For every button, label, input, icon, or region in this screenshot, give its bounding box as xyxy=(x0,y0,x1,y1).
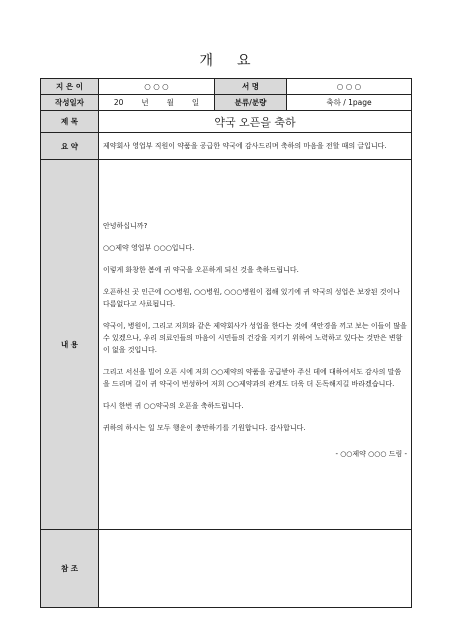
content-paragraph: 오픈하신 곳 인근에 ○○병원, ○○병원, ○○○병원이 접해 있기에 귀 약국의 성업은 보장된 것이나 다름없다고 사료됩니다. xyxy=(103,287,401,308)
date-month-unit: 월 xyxy=(166,98,174,107)
date-day-unit: 일 xyxy=(191,98,200,107)
reference-row xyxy=(41,530,412,608)
author-value[interactable]: ○ ○ ○ xyxy=(99,79,215,95)
content-paragraph: ○○제약 영업부 ○○○입니다. xyxy=(103,243,195,252)
date-row xyxy=(41,95,412,111)
signature-value[interactable]: ○ ○ ○ xyxy=(287,79,412,95)
author-label: 지 은 이 xyxy=(41,79,99,95)
content-signoff: - ○○제약 ○○○ 드림 - xyxy=(335,449,407,458)
content-paragraph: 귀하의 하시는 일 모두 행운이 충만하기를 기원합니다. 감사합니다. xyxy=(103,423,306,432)
content-paragraph: 안녕하십니까? xyxy=(103,221,148,230)
summary-row xyxy=(41,133,412,160)
signature-label: 서 명 xyxy=(215,79,287,95)
subject-value[interactable]: 약국 오픈을 축하 xyxy=(99,111,412,133)
page-title xyxy=(0,50,450,70)
summary-label: 요 약 xyxy=(41,133,99,160)
content-row xyxy=(41,160,412,530)
subject-row xyxy=(41,111,412,133)
content-label: 내 용 xyxy=(41,160,99,530)
author-row xyxy=(41,79,412,95)
reference-value[interactable] xyxy=(99,530,412,608)
page-title-right: 요 xyxy=(237,53,251,69)
date-year-unit: 년 xyxy=(141,98,149,107)
subject-label: 제 목 xyxy=(41,111,99,133)
content-paragraph: 그리고 서신을 빌어 오픈 시에 저희 ○○제약의 약품을 공급받아 주신 데에 대하여서도 감사의 말씀을 드리며 길이 귀 약국이 번성하여 저희 ○○제약과의 관계도 더욱 더 돈독해지길 바라겠습니다. xyxy=(103,367,402,388)
content-body[interactable] xyxy=(99,160,412,530)
category-value[interactable]: 축하 / 1page xyxy=(287,95,412,111)
summary-form-table xyxy=(40,78,412,608)
category-label: 분류/분량 xyxy=(215,95,287,111)
content-paragraph: 약국이, 병원이, 그리고 저희와 같은 제약회사가 성업을 한다는 것에 색안경을 끼고 보는 이들이 많을 수 있겠으나, 우리 의료인들의 마음이 시민들의 건강을 지키기 위하여 노력하고 있다는 것만은 변함이 없을 것입니다. xyxy=(103,321,407,354)
date-value[interactable] xyxy=(99,95,215,111)
content-paragraph: 다시 한번 귀 ○○약국의 오픈을 축하드립니다. xyxy=(103,401,244,410)
date-year: 20 xyxy=(113,98,124,107)
reference-label: 참 조 xyxy=(41,530,99,608)
content-paragraph: 이렇게 화창한 봄에 귀 약국을 오픈하게 되신 것을 축하드립니다. xyxy=(103,265,299,274)
summary-value[interactable]: 제약회사 영업부 직원이 약품을 공급한 약국에 감사드리며 축하의 마음을 전할 때의 글입니다. xyxy=(99,133,412,160)
date-label: 작성일자 xyxy=(41,95,99,111)
page-title-left: 개 xyxy=(199,53,213,69)
